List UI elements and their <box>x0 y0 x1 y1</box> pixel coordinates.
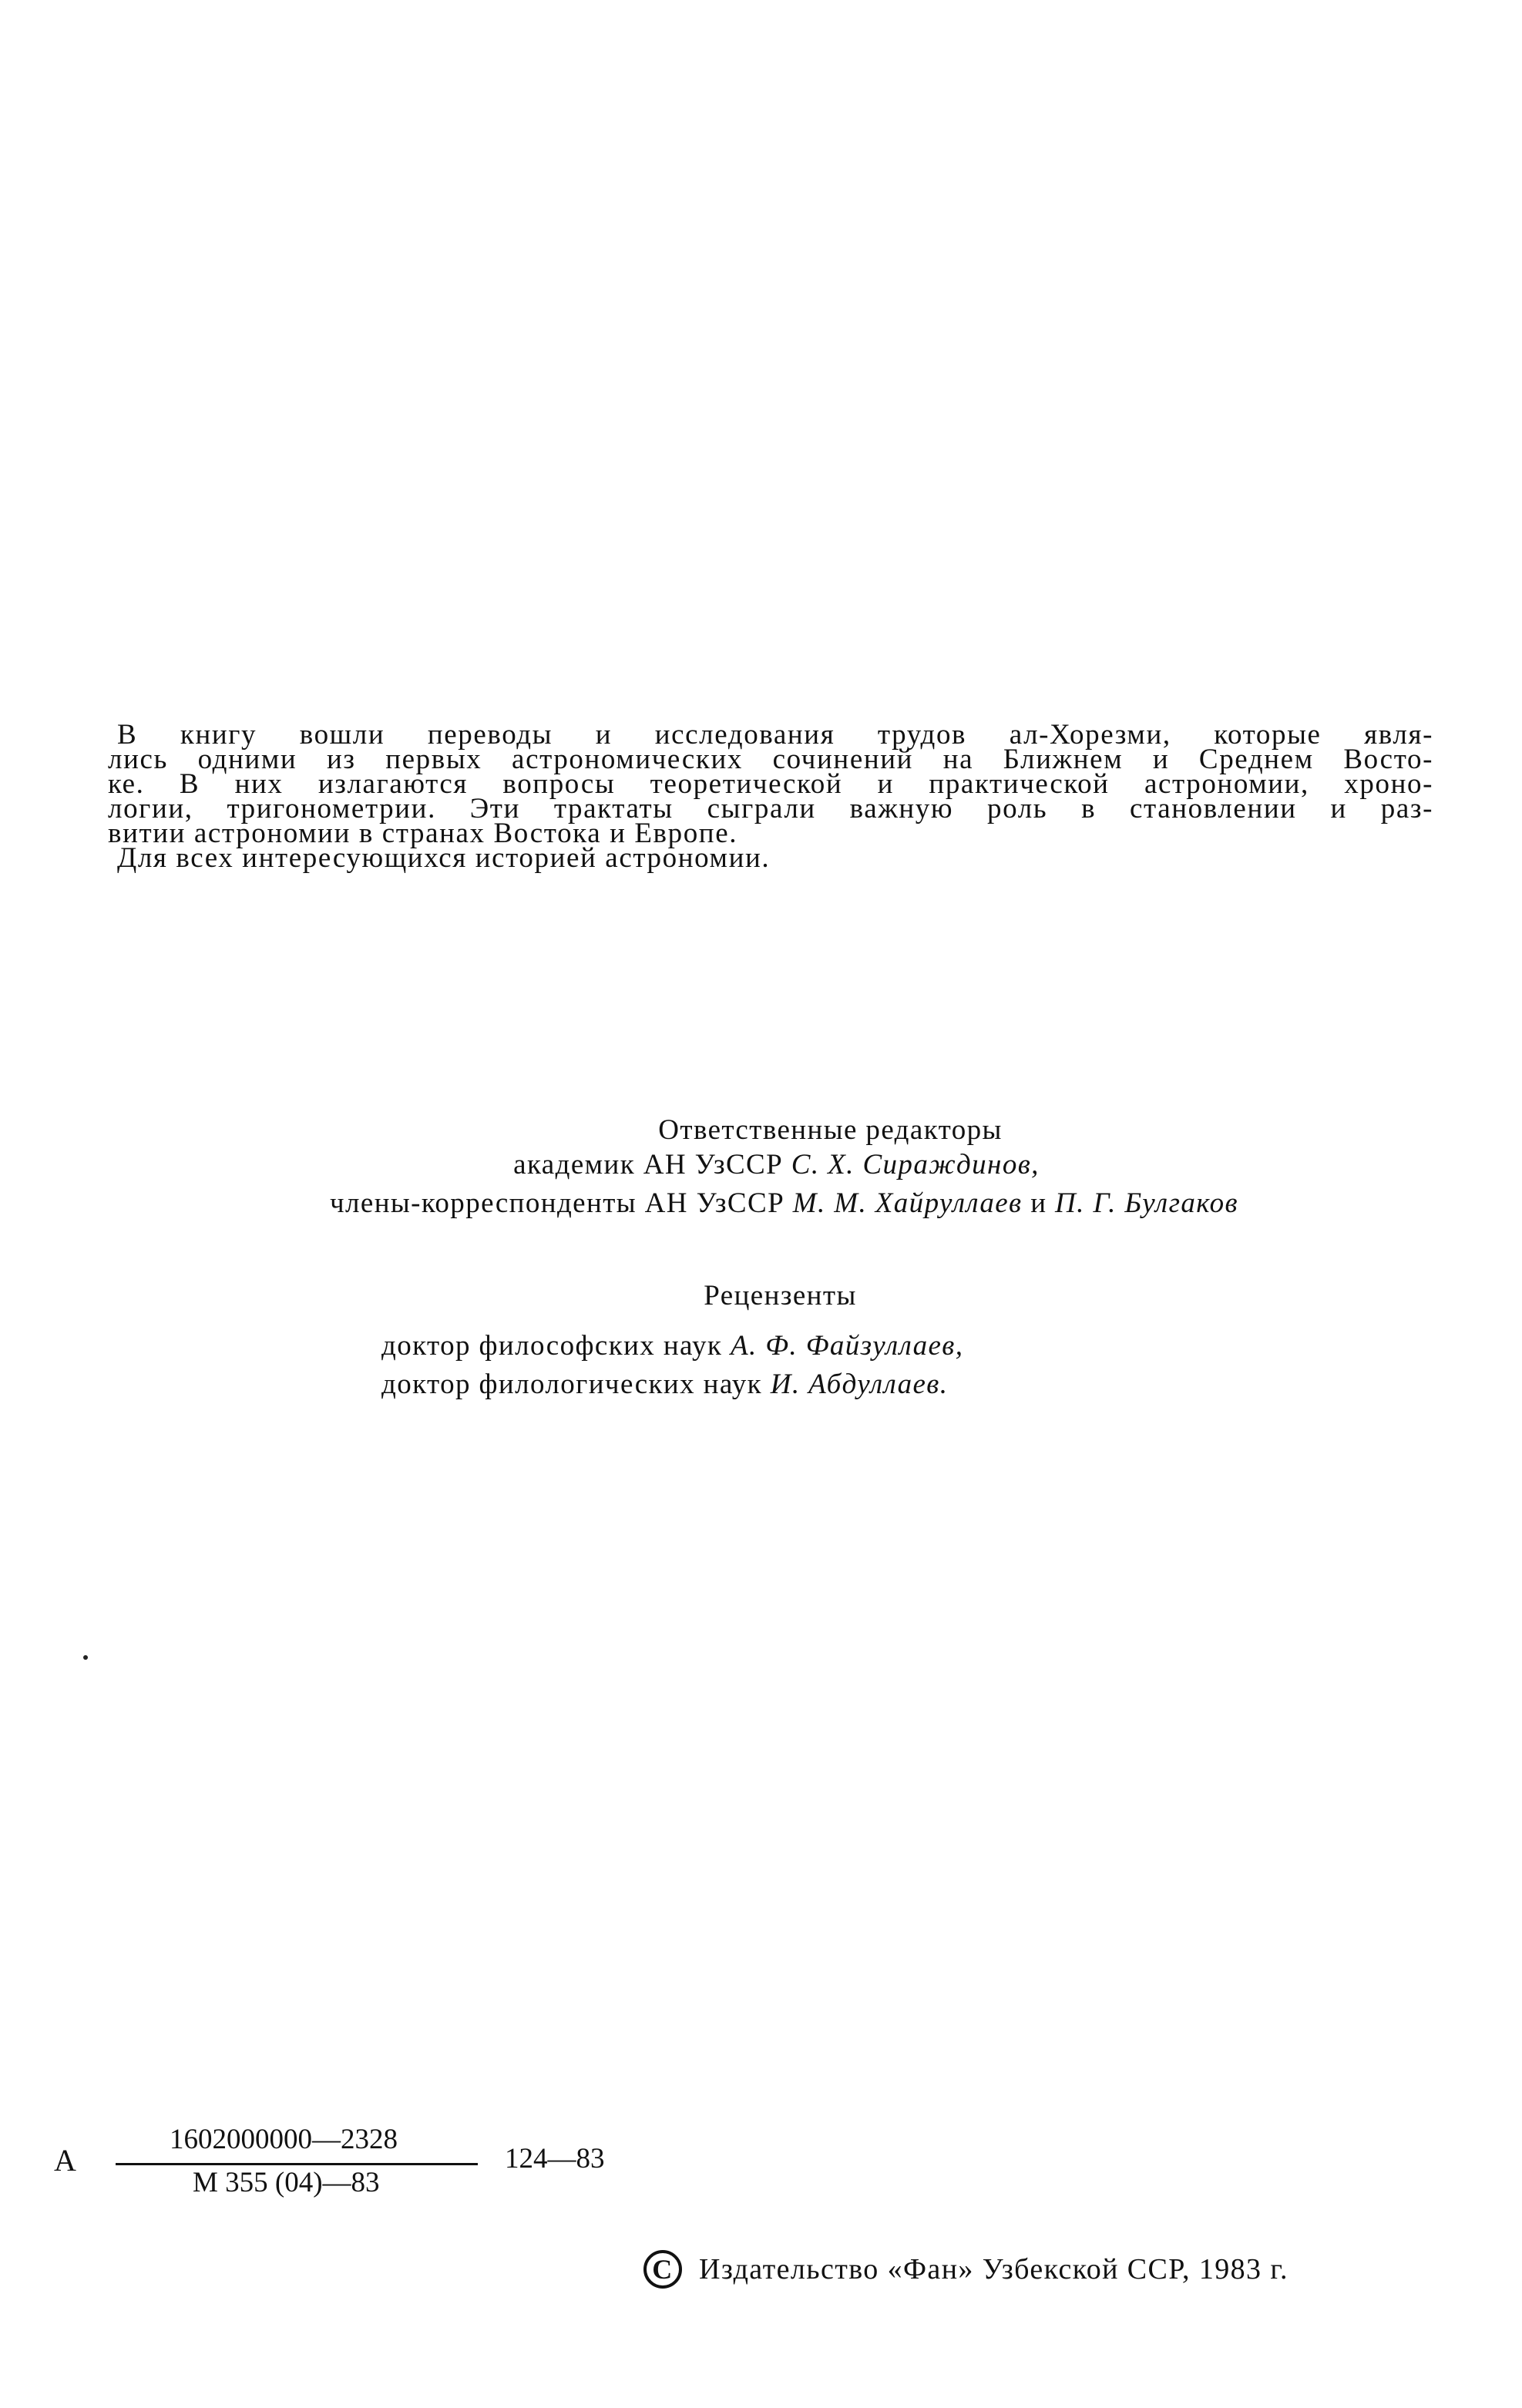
reviewer-line <box>381 1327 963 1365</box>
copyright-line <box>643 2250 1288 2289</box>
index-suffix: 124—83 <box>505 2143 605 2175</box>
editor-name: С. Х. Сираждинов, <box>791 1149 1040 1180</box>
editor-title: академик АН УзССР <box>513 1149 784 1180</box>
editor-conjunction: и <box>1030 1187 1047 1219</box>
fraction-bar <box>116 2163 478 2165</box>
editor-line-1 <box>15 1148 1522 1181</box>
editor-name: М. М. Хайруллаев <box>792 1187 1023 1219</box>
reviewer-title: доктор философских наук <box>381 1330 723 1362</box>
annotation-text <box>108 719 1433 874</box>
annotation-line: В книгу вошли переводы и исследования трудов ал-Хорезми, которые явля- <box>117 719 1433 751</box>
annotation-line: ке. В них излагаются вопросы теоретической и практической астрономии, хроно- <box>108 768 1433 800</box>
index-letter: А <box>54 2143 76 2178</box>
reviewers-list <box>381 1327 963 1404</box>
index-denominator: М 355 (04)—83 <box>193 2167 380 2198</box>
editor-line-2 <box>23 1187 1522 1220</box>
annotation-line: лись одними из первых астрономических сочинений на Ближнем и Среднем Восто- <box>108 744 1433 775</box>
reviewers-heading: Рецензенты <box>704 1280 857 1311</box>
reviewer-line <box>381 1365 963 1404</box>
copyright-icon: С <box>643 2250 682 2289</box>
editor-name: П. Г. Булгаков <box>1055 1187 1238 1219</box>
editor-title: члены-корреспонденты АН УзССР <box>330 1187 785 1219</box>
print-speck <box>83 1655 88 1660</box>
editors-heading: Ответственные редакторы <box>658 1114 1003 1146</box>
reviewer-name: И. Абдуллаев. <box>770 1369 949 1400</box>
reviewer-name: А. Ф. Файзуллаев, <box>730 1330 964 1362</box>
annotation-line: логии, тригонометрии. Эти трактаты сыграли важную роль в становлении и раз- <box>108 793 1433 824</box>
index-numerator: 1602000000—2328 <box>170 2124 398 2155</box>
annotation-line: витии астрономии в странах Востока и Европе. <box>108 818 738 849</box>
reviewer-title: доктор филологических наук <box>381 1369 763 1400</box>
annotation-audience: Для всех интересующихся историей астрономии. <box>117 842 771 874</box>
copyright-text: Издательство «Фан» Узбекской ССР, 1983 г. <box>699 2253 1288 2285</box>
